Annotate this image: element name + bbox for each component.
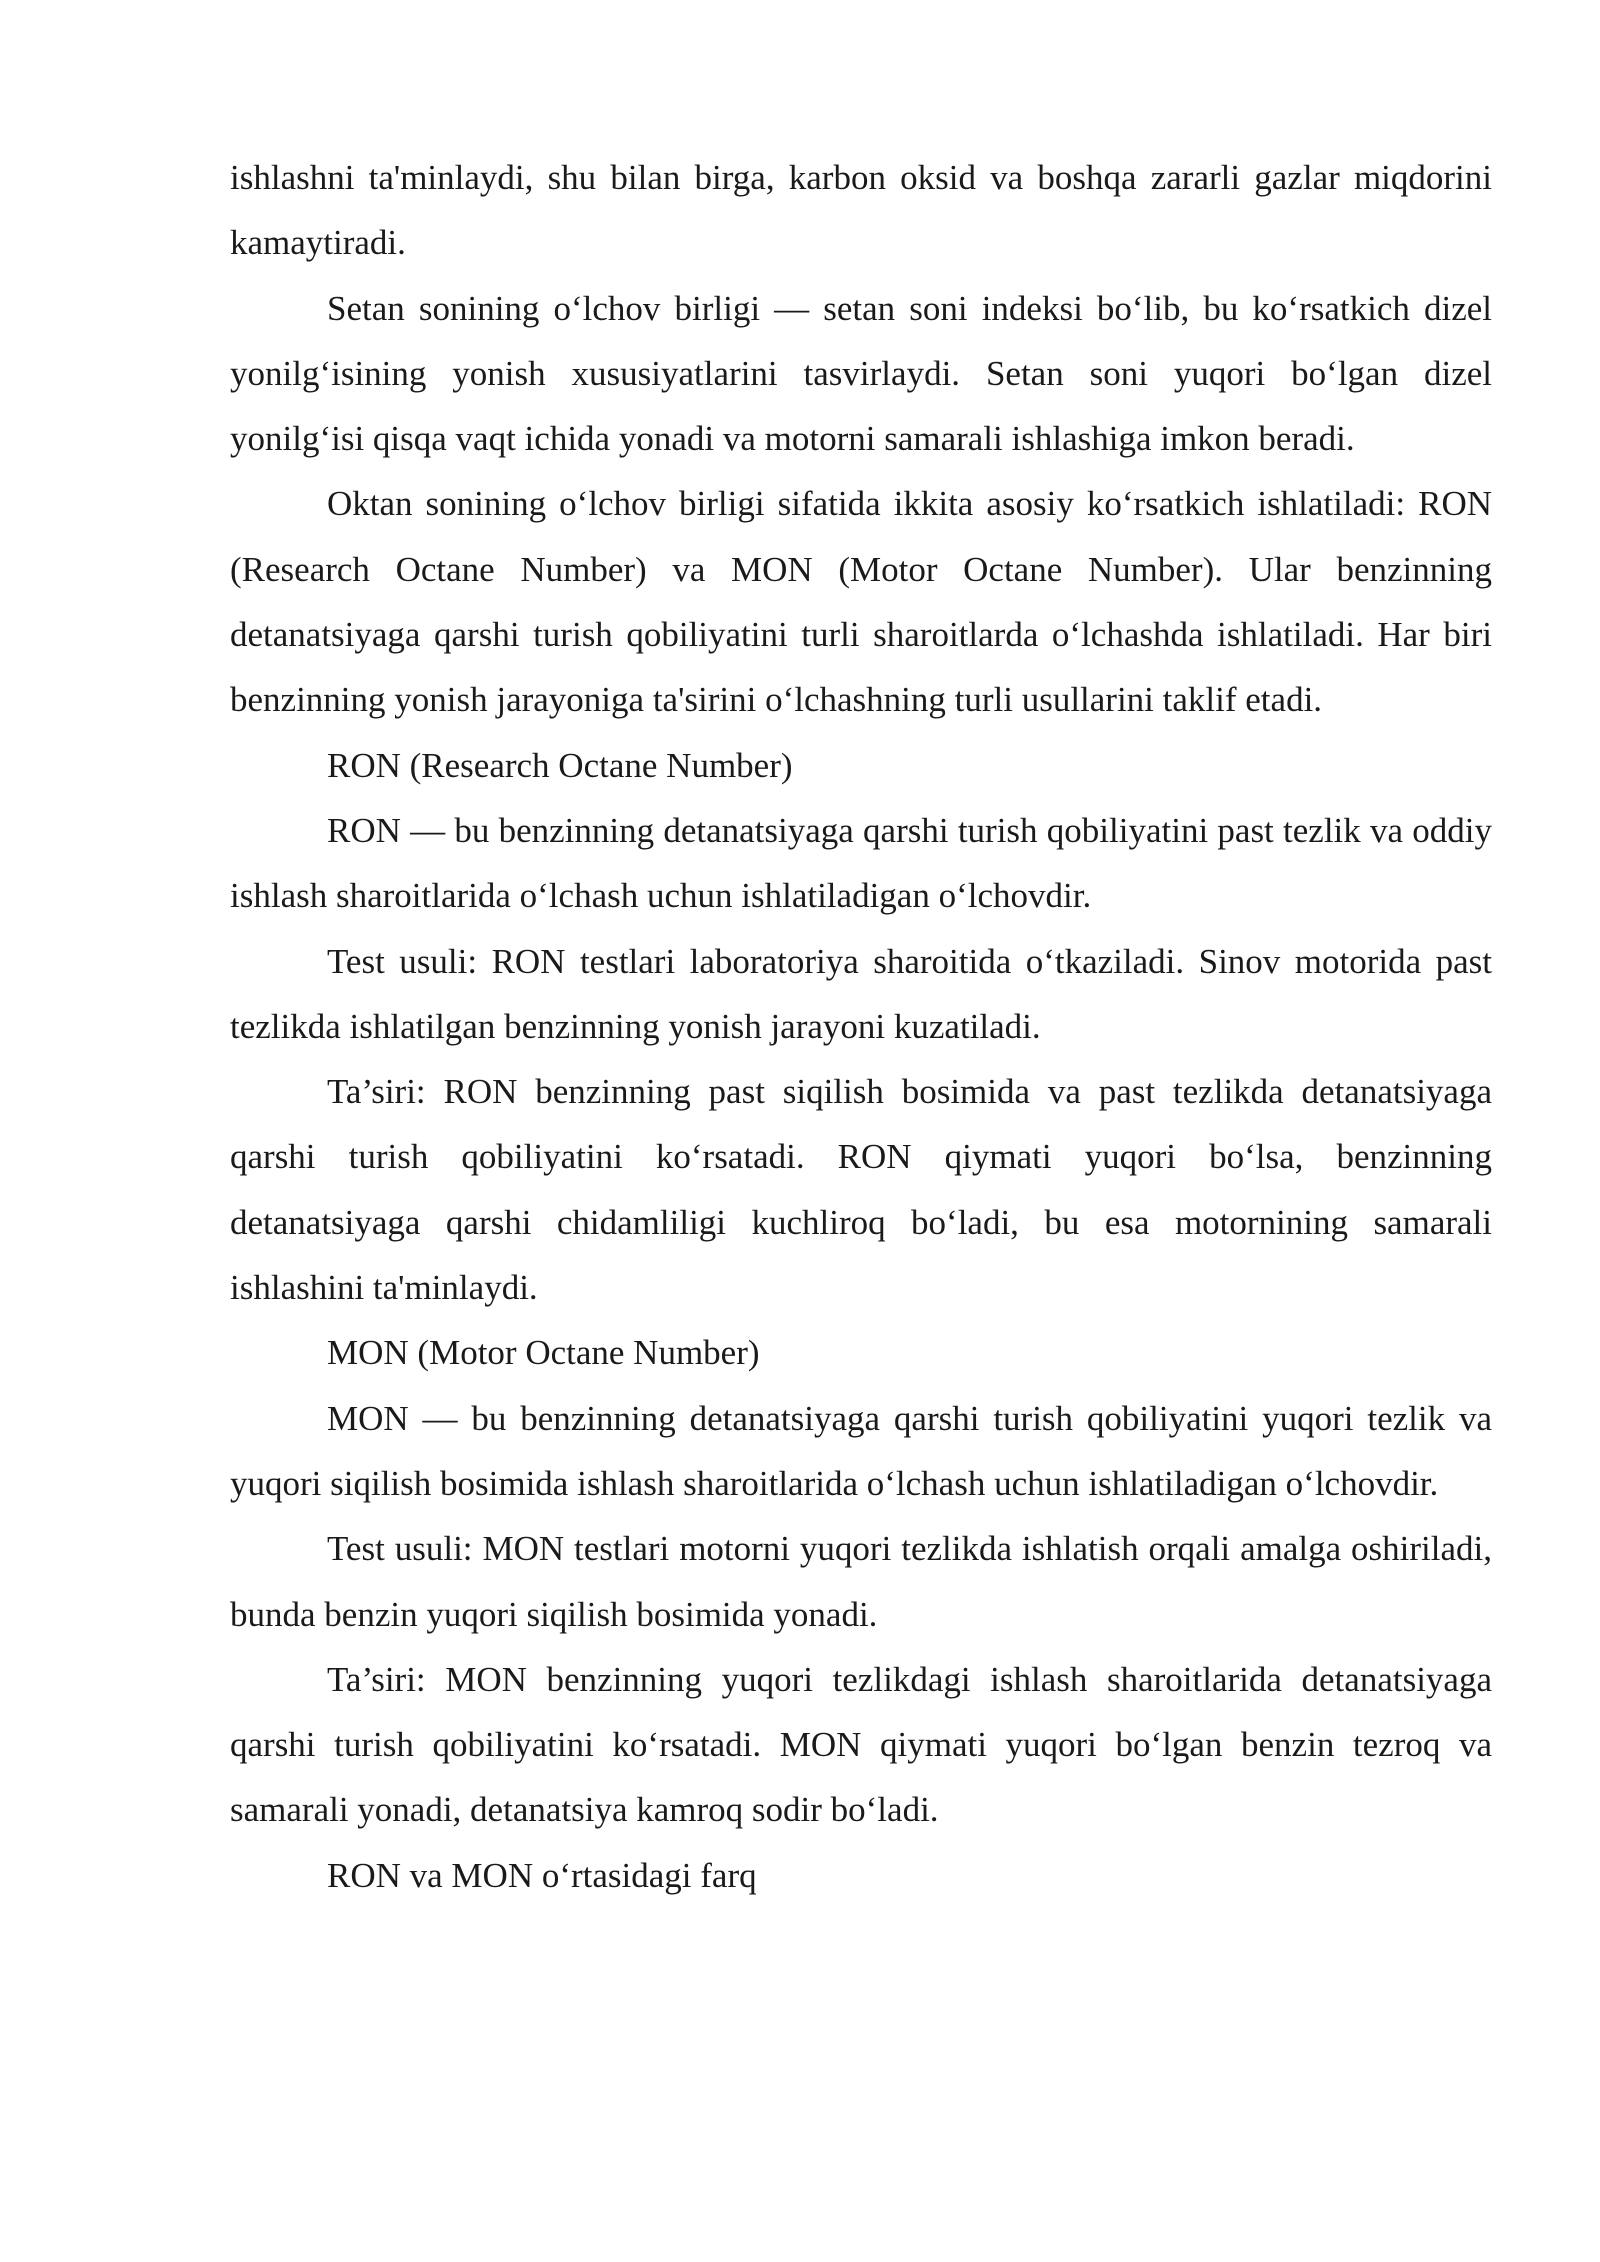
paragraph-continuation: ishlashni ta'minlaydi, shu bilan birga, karbon oksid va boshqa zararli gazlar miqdorini kamaytiradi. [230, 158, 1492, 263]
heading-ron: RON (Research Octane Number) [327, 745, 793, 785]
heading-mon: MON (Motor Octane Number) [327, 1333, 760, 1373]
paragraph-mon-definition: MON — bu benzinning detanatsiyaga qarshi turish qobiliyatini yuqori tezlik va yuqori siqilish bosimida ishlash sharoitlarida o‘lchash uchun ishlatiladigan o‘lchovdir. [230, 1398, 1492, 1503]
paragraph-ron-effect: Ta’siri: RON benzinning past siqilish bosimida va past tezlikda detanatsiyaga qarshi turish qobiliyatini ko‘rsatadi. RON qiymati yuqori bo‘lsa, benzinning detanatsiyaga qarshi chidamliligi kuchliroq bo‘ladi, bu esa motornining samarali ishlashini ta'minlaydi. [230, 1072, 1492, 1308]
document-body [230, 145, 1492, 1908]
heading-ron-mon-difference: RON va MON o‘rtasidagi farq [327, 1855, 757, 1895]
paragraph-ron-definition: RON — bu benzinning detanatsiyaga qarshi turish qobiliyatini past tezlik va oddiy ishlash sharoitlarida o‘lchash uchun ishlatiladigan o‘lchovdir. [230, 810, 1492, 916]
paragraph-cetane-unit: Setan sonining o‘lchov birligi — setan soni indeksi bo‘lib, bu ko‘rsatkich dizel yonilg‘isining yonish xususiyatlarini tasvirlaydi. Setan soni yuqori bo‘lgan dizel yonilg‘isi qisqa vaqt ichida yonadi va motorni samarali ishlashiga imkon beradi. [230, 288, 1492, 459]
paragraph-mon-test-method: Test usuli: MON testlari motorni yuqori tezlikda ishlatish orqali amalga oshiriladi, bunda benzin yuqori siqilish bosimida yonadi. [230, 1529, 1492, 1634]
paragraph-octane-unit: Oktan sonining o‘lchov birligi sifatida ikkita asosiy ko‘rsatkich ishlatiladi: RON (Research Octane Number) va MON (Motor Octane Number). Ular benzinning detanatsiyaga qarshi turish qobiliyatini turli sharoitlarda o‘lchashda ishlatiladi. Har biri benzinning yonish jarayoniga ta'sirini o‘lchashning turli usullarini taklif etadi. [230, 484, 1492, 720]
paragraph-mon-effect: Ta’siri: MON benzinning yuqori tezlikdagi ishlash sharoitlarida detanatsiyaga qarshi turish qobiliyatini ko‘rsatadi. MON qiymati yuqori bo‘lgan benzin tezroq va samarali yonadi, detanatsiya kamroq sodir bo‘ladi. [230, 1659, 1492, 1830]
paragraph-ron-test-method: Test usuli: RON testlari laboratoriya sharoitida o‘tkaziladi. Sinov motorida past tezlikda ishlatilgan benzinning yonish jarayoni kuzatiladi. [230, 941, 1492, 1046]
